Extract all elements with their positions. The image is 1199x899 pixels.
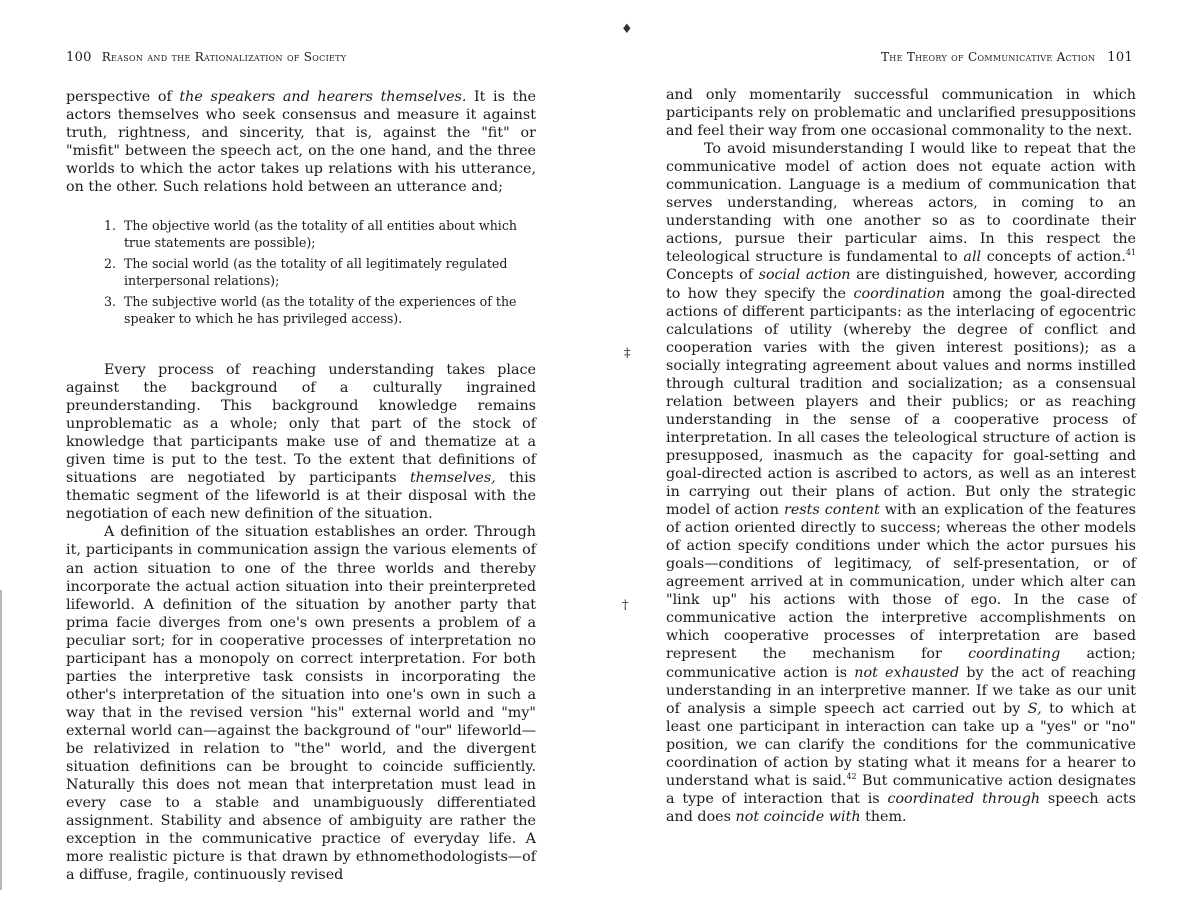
scan-speck-lower: † (622, 598, 629, 613)
list-item: 2. The social world (as the totality of all legitimately regulated interpersonal relations); (104, 256, 508, 288)
paragraph-definition-of-situation: A definition of the situation establishes an order. Through it, participants in communication assign the various elements of an action situation to one of the three worlds and thereby incorporate the actual action situation into their preinterpreted lifeworld. A definition of the situation by another party that prima facie diverges from one's own presents a problem of a peculiar sort; for in cooperative processes of interpretation no participant has a monopoly on correct interpretation. For both parties the interpretive task consists in incorporating the other's interpretation of the situation into one's own in such a way that in the revised version "his" external world and "my" external world can—against the background of "our" lifeworld—be relativized in relation to "the" world, and the divergent situation definitions can be brought to coincide sufficiently. Naturally this does not mean that interpretation must lead in every case to a stable and unambiguously differentiated assignment. Stability and absence of ambiguity are rather the exception in the communicative practice of everyday life. A more realistic picture is that drawn by ethnomethodologists—of a diffuse, fragile, continuously revised (66, 524, 536, 884)
left-header-title: Reason and the Rationalization of Society (101, 50, 347, 64)
right-header-title: The Theory of Communicative Action (881, 50, 1096, 64)
left-intro-paragraph: perspective of the speakers and hearers themselves. It is the actors themselves who seek consensus and measure it against truth, rightness, and sincerity, that is, against the "fit" or "misfit" between the speech act, on the one hand, and the three worlds to which the actor takes up relations with his utterance, on the other. Such relations hold between an utterance and; (66, 89, 536, 196)
three-worlds-list (104, 218, 534, 333)
right-body-text (666, 86, 1136, 826)
left-page-number: 100 (66, 50, 92, 65)
paragraph-preunderstanding: Every process of reaching understanding takes place against the background of a culturally ingrained preunderstanding. This background knowledge remains unproblematic as a whole; only that part of the stock of knowledge that participants make use of and thematize at a given time is put to the test. To the extent that definitions of situations are negotiated by participants themselves, this thematic segment of the lifeworld is at their disposal with the negotiation of each new definition of the situation. (66, 362, 536, 523)
scan-speck-top: ♦ (621, 22, 633, 37)
paragraph-communicative-model: To avoid misunderstanding I would like to repeat that the communicative model of action does not equate action with communication. Language is a medium of communication that serves understanding, whereas actors, in coming to an understanding with one another so as to coordinate their actions, pursue their particular aims. In this respect the teleological structure is fundamental to all concepts of action.$^{41}$ Concepts of social action are distinguished, however, according to how they specify the coordination among the goal-directed actions of different participants: as the interlacing of egocentric calculations of utility (whereby the degree of conflict and cooperation varies with the given interest positions); as a socially integrating agreement about values and norms instilled through cultural tradition and socialization; as a consensual relation between players and their publics; or as reaching understanding in the sense of a cooperative process of interpretation. In all cases the teleological structure of action is presupposed, inasmuch as the capacity for goal-setting and goal-directed action is ascribed to actors, as well as an interest in carrying out their plans of action. But only the strategic model of action rests content with an explication of the features of action oriented directly to success; whereas the other models of action specify conditions under which the actor pursues his goals—conditions of legitimacy, of self-presentation, or of agreement arrived at in communication, under which alter can "link up" his actions with those of ego. In the case of communicative action the interpretive accomplishments on which cooperative processes of interpretation are based represent the mechanism for coordinating action; communicative action is not exhausted by the act of reaching understanding in an interpretive manner. If we take as our unit of analysis a simple speech act carried out by S, to which at least one participant in interaction can take up a "yes" or "no" position, we can clarify the conditions for the communicative coordination of action by stating what it means for a hearer to understand what is said.$^{42}$ But communicative action designates a type of interaction that is coordinated through speech acts and does not coincide with them. (666, 141, 1137, 825)
footnote-ref-42: 42 (846, 772, 857, 782)
paragraph-continued: and only momentarily successful communication in which participants rely on problematic and unclarified presuppositions and feel their way from one occasional commonality to the next. (666, 87, 1136, 140)
right-page (600, 0, 1199, 899)
left-body-text (66, 361, 536, 884)
footnote-ref-41: 41 (1125, 248, 1136, 258)
scan-speck-middle: ‡ (624, 346, 631, 361)
right-running-header (881, 50, 1133, 65)
right-page-number: 101 (1107, 50, 1133, 65)
left-running-header (66, 50, 346, 65)
list-item: 1. The objective world (as the totality of all entities about which true statements are possible); (104, 218, 518, 250)
list-item: 3. The subjective world (as the totality of the experiences of the speaker to which he has privileged access). (104, 294, 517, 326)
